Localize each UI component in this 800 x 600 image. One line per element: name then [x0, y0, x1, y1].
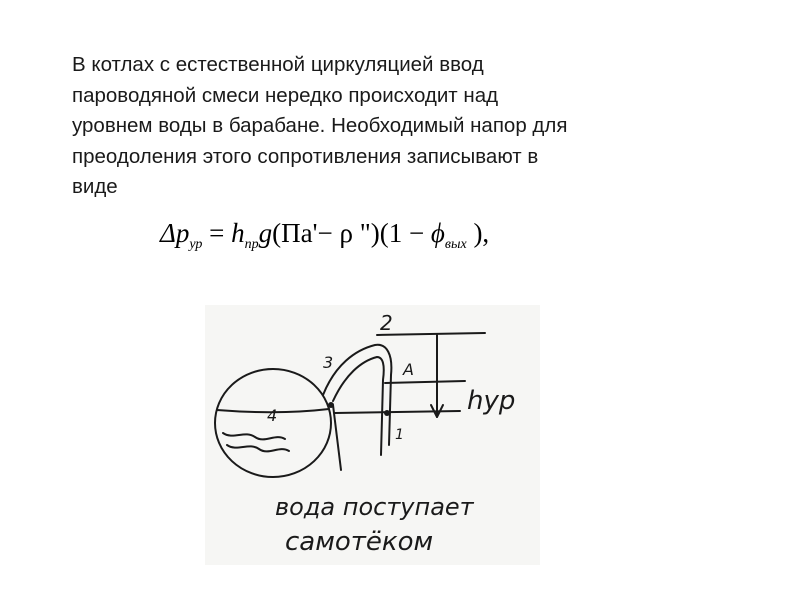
- point-1: [384, 410, 390, 416]
- formula-subscript-vyx: вых: [444, 237, 467, 252]
- label-4: 4: [267, 406, 278, 425]
- formula-phi: ϕ: [430, 218, 445, 248]
- body-paragraph: [72, 50, 672, 203]
- scan-background: [205, 305, 540, 565]
- formula-bracket-open: (: [272, 218, 282, 248]
- caption-line-2: самотёком: [285, 527, 434, 557]
- formula-g: g: [258, 218, 273, 248]
- hand-drawn-sketch: [205, 305, 540, 565]
- formula-tail: ),: [466, 218, 490, 248]
- paragraph-line: уровнем воды в барабане. Необходимый напор для: [72, 114, 568, 137]
- formula-h: h: [231, 218, 245, 248]
- formula: [160, 218, 590, 262]
- label-2: 2: [380, 311, 393, 335]
- formula-subscript-np: пр: [244, 237, 259, 252]
- paragraph-line: пароводяной смеси нередко происходит над: [72, 83, 499, 107]
- formula-delta-p: Δp: [160, 218, 190, 248]
- formula-rho-close: ")(1 −: [352, 218, 431, 248]
- point-3: [328, 402, 334, 408]
- label-3: 3: [323, 353, 334, 372]
- paragraph-line: преодоления этого сопротивления записывают в: [72, 144, 539, 168]
- formula-minus-rho: − ρ: [317, 218, 353, 248]
- label-a: A: [403, 360, 414, 379]
- formula-subscript-yr: ур: [189, 237, 203, 252]
- paragraph-line: В котлах с естественной циркуляцией ввод: [72, 53, 484, 76]
- label-1: 1: [395, 427, 404, 443]
- label-hyp: hур: [467, 386, 516, 416]
- formula-equals: =: [202, 218, 232, 248]
- formula-garbled-text: Па': [281, 218, 318, 248]
- caption-line-1: вода поступает: [275, 493, 474, 521]
- paragraph-line: виде: [72, 175, 118, 198]
